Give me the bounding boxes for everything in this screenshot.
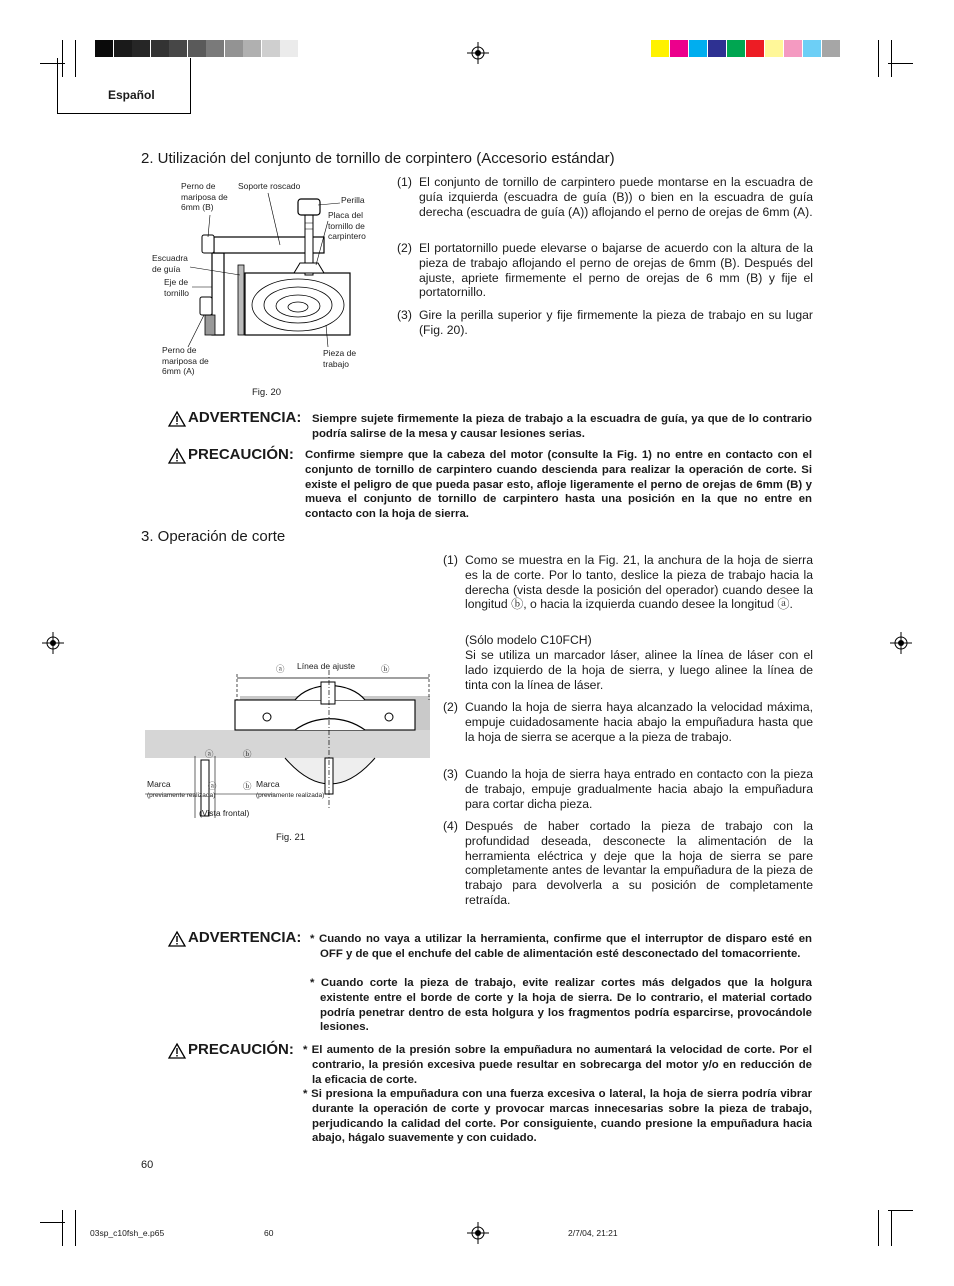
section3-item [443,648,813,692]
caution1-label: PRECAUCIÓN: [188,446,294,463]
section3-item [443,700,813,744]
fig21-caption: Fig. 21 [276,832,306,843]
fig20-label-perno-a: Perno de mariposa de 6mm (A) [162,345,209,376]
gray-swatch [225,40,243,57]
section3-item-text: Como se muestra en la Fig. 21, la anchura de la hoja de sierra es la de corte. Por lo tanto, deslice la pieza de trabajo hacia la derecha (vista desde la posición del operador) cuando desee la longitud ⓑ, o hacia la izquierda cuando desee la longitud ⓐ. [465,553,813,612]
section3-item [443,819,813,908]
crop-mark [878,40,879,77]
language-tab [57,58,191,114]
warning-triangle-icon [168,448,186,464]
registration-target-icon [467,1222,489,1244]
section3-item-number: (3) [443,767,458,781]
fig21-label-linea: Línea de ajuste [297,661,356,671]
section3-item-number: (1) [443,553,458,567]
warning2-item-1: * Cuando no vaya a utilizar la herramienta, confirme que el interruptor de disparo esté en OFF y de que el enchufe del cable de alimentación esté desconectado del tomacorriente. [310,933,812,960]
caution2-item-2: * Si presiona la empuñadura con una fuerza excesiva o lateral, la hoja de sierra podría vibrar durante la operación de corte y provocar marcas innecesarias sobre la pieza de trabajo, perjudicando la calidad del corte. Por consiguiente, cuando presione la empuñadura hacia abajo, hágalo suavemente y con cuidado. [303,1088,812,1145]
fig21-label-a-top: ⓐ [276,664,285,674]
section2-item [397,241,813,300]
section2-item [397,175,813,219]
warning1-text: Siempre sujete firmemente la pieza de trabajo a la escuadra de guía, ya que de lo contrario podría salirse de la mesa y causar lesiones serias. [312,413,812,440]
warning-triangle-icon [168,931,186,947]
section3-item-number: (2) [443,700,458,714]
color-swatch [746,40,764,57]
section2-item [397,308,813,338]
section3-item [443,553,813,612]
color-swatch [651,40,669,57]
section3-item [443,767,813,811]
section2-item-text: El conjunto de tornillo de carpintero puede montarse en la escuadra de guía izquierda (escuadra de guía (B)) o bien en la escuadra de guía derecha (escuadra de guía (A)) aflojando el perno de orejas de 6mm (A). [419,175,813,219]
gray-swatch [95,40,113,57]
fig20-label-perilla: Perilla [341,195,365,205]
gray-swatch [262,40,280,57]
gray-swatch [188,40,206,57]
fig20-label-soporte: Soporte roscado [238,181,301,191]
gray-swatch [114,40,132,57]
section3-title: 3. Operación de corte [141,528,286,545]
section3-item-text: (Sólo modelo C10FCH) [465,633,592,647]
color-swatch [708,40,726,57]
warning-triangle-icon [168,411,186,427]
crop-mark [891,40,892,77]
crop-mark [62,1210,63,1246]
registration-target-icon [42,632,64,654]
section2-item-number: (3) [397,308,412,322]
registration-target-icon [467,42,489,64]
fig20-label-escuadra: Escuadra de guía [152,253,188,274]
warning2-label: ADVERTENCIA: [188,929,302,946]
color-swatch [670,40,688,57]
section3-item-number: (4) [443,819,458,833]
color-swatch [727,40,745,57]
language-label: Español [108,88,155,102]
fig20-label-eje: Eje de tornillo [164,277,190,298]
page-number: 60 [141,1159,154,1171]
fig21-label-previa-right: (previamente realizada) [256,792,325,799]
gray-swatch [169,40,187,57]
color-swatch [784,40,802,57]
section2-item-text: Gire la perilla superior y fije firmemente la pieza de trabajo en su lugar (Fig. 20). [419,308,813,337]
fig20-label-placa: Placa del tornillo de carpintero [328,210,366,241]
warning1-label: ADVERTENCIA: [188,409,302,426]
caution2-label: PRECAUCIÓN: [188,1041,294,1058]
fig21-label-a-mid: ⓐ [205,749,214,759]
fig21-label-b-top: ⓑ [381,664,390,674]
fig20-label-perno-b: Perno de mariposa de 6mm (B) [181,181,228,212]
fig21-label-b-mid: ⓑ [243,749,252,759]
section2-item-number: (1) [397,175,412,189]
section3-item-text: Si se utiliza un marcador láser, alinee la línea de láser con el lado izquierdo de la hoja de sierra, y luego alinee la línea de tinta con la línea de láser. [465,648,813,692]
fig21-label-b-bottom: ⓑ [243,781,252,791]
caution1-text [305,448,812,522]
caution2-item-1: * El aumento de la presión sobre la empuñadura no aumentará la velocidad de corte. Por el contrario, la presión excesiva puede resultar en sobrecarga del motor y/o en reducción de la eficacia de corte. [303,1044,812,1086]
section2-title: 2. Utilización del conjunto de tornillo de corpintero (Accesorio estándar) [141,150,615,167]
warning2-item-2: * Cuando corte la pieza de trabajo, evite realizar cortes más delgados que la holgura existente entre el borde de corte y la hoja de sierra. De lo contrario, el material cortado podría penetrar dentro de esta holgura y los fragmentos podría esparcirse, provocándole lesiones. [310,977,812,1034]
gray-swatch [151,40,169,57]
fig20-label-pieza: Pieza de trabajo [323,348,357,369]
gray-swatch [206,40,224,57]
gray-swatch [243,40,261,57]
crop-mark [891,1210,892,1246]
color-swatch [803,40,821,57]
gray-swatch [132,40,150,57]
footer-date: 2/7/04, 21:21 [568,1228,618,1238]
section2-item-text: El portatornillo puede elevarse o bajarse de acuerdo con la altura de la pieza de trabajo aflojando el perno de orejas de 6mm (B). Después del ajuste, apriete firmemente el perno de orejas de 6 mm (B) y fije el portatornillo. [419,241,813,300]
gray-swatch [280,40,298,57]
fig21-label-previa-left: (previamente realizada) [147,792,216,799]
section3-item-text: Cuando la hoja de sierra haya entrado en contacto con la pieza de trabajo, empuje gradualmente hacia abajo la empuñadura para cortar dicha pieza. [465,767,813,811]
section2-item-number: (2) [397,241,412,255]
registration-target-icon [890,632,912,654]
fig21-label-vista: (Vista frontal) [199,808,250,818]
color-swatch [765,40,783,57]
color-swatch [822,40,840,57]
warning-triangle-icon [168,1043,186,1059]
footer-page: 60 [264,1228,274,1238]
caution1-body: Confirme siempre que la cabeza del motor (consulte la Fig. 1) no entre en contacto con el conjunto de tornillo de carpintero cuando descienda para realizar la operación de corte. Si existe el peligro de que pueda pasar esto, afloje ligeramente el perno de orejas de 6mm (B) y mueva el conjunto de tornillo de carpintero hasta una posición en la que no entre en contacto con la hoja de sierra. [305,449,812,521]
fig20-caption: Fig. 20 [252,387,282,398]
fig21-label-marca-left: Marca [147,779,171,789]
section3-item-text: Después de haber cortado la pieza de trabajo con la profundidad deseada, desconecte la alimentación de la herramienta eléctrica y deje que la hoja de sierra se pare completamente antes de levantar la empuñadura de la pieza de trabajo para devolverla a su posición de completamente retraída. [465,819,813,907]
fig21-label-marca-right: Marca [256,779,280,789]
color-swatch [689,40,707,57]
footer-file: 03sp_c10fsh_e.p65 [90,1228,165,1238]
crop-mark [75,1210,76,1246]
fig21-label-a-bottom: ⓐ [208,781,217,791]
section3-item [443,633,813,648]
crop-mark [878,1210,879,1246]
section3-item-text: Cuando la hoja de sierra haya alcanzado la velocidad máxima, empuje cuidadosamente hacia abajo la empuñadura hasta que la hoja de sierra se acerque a la pieza de trabajo. [465,700,813,744]
